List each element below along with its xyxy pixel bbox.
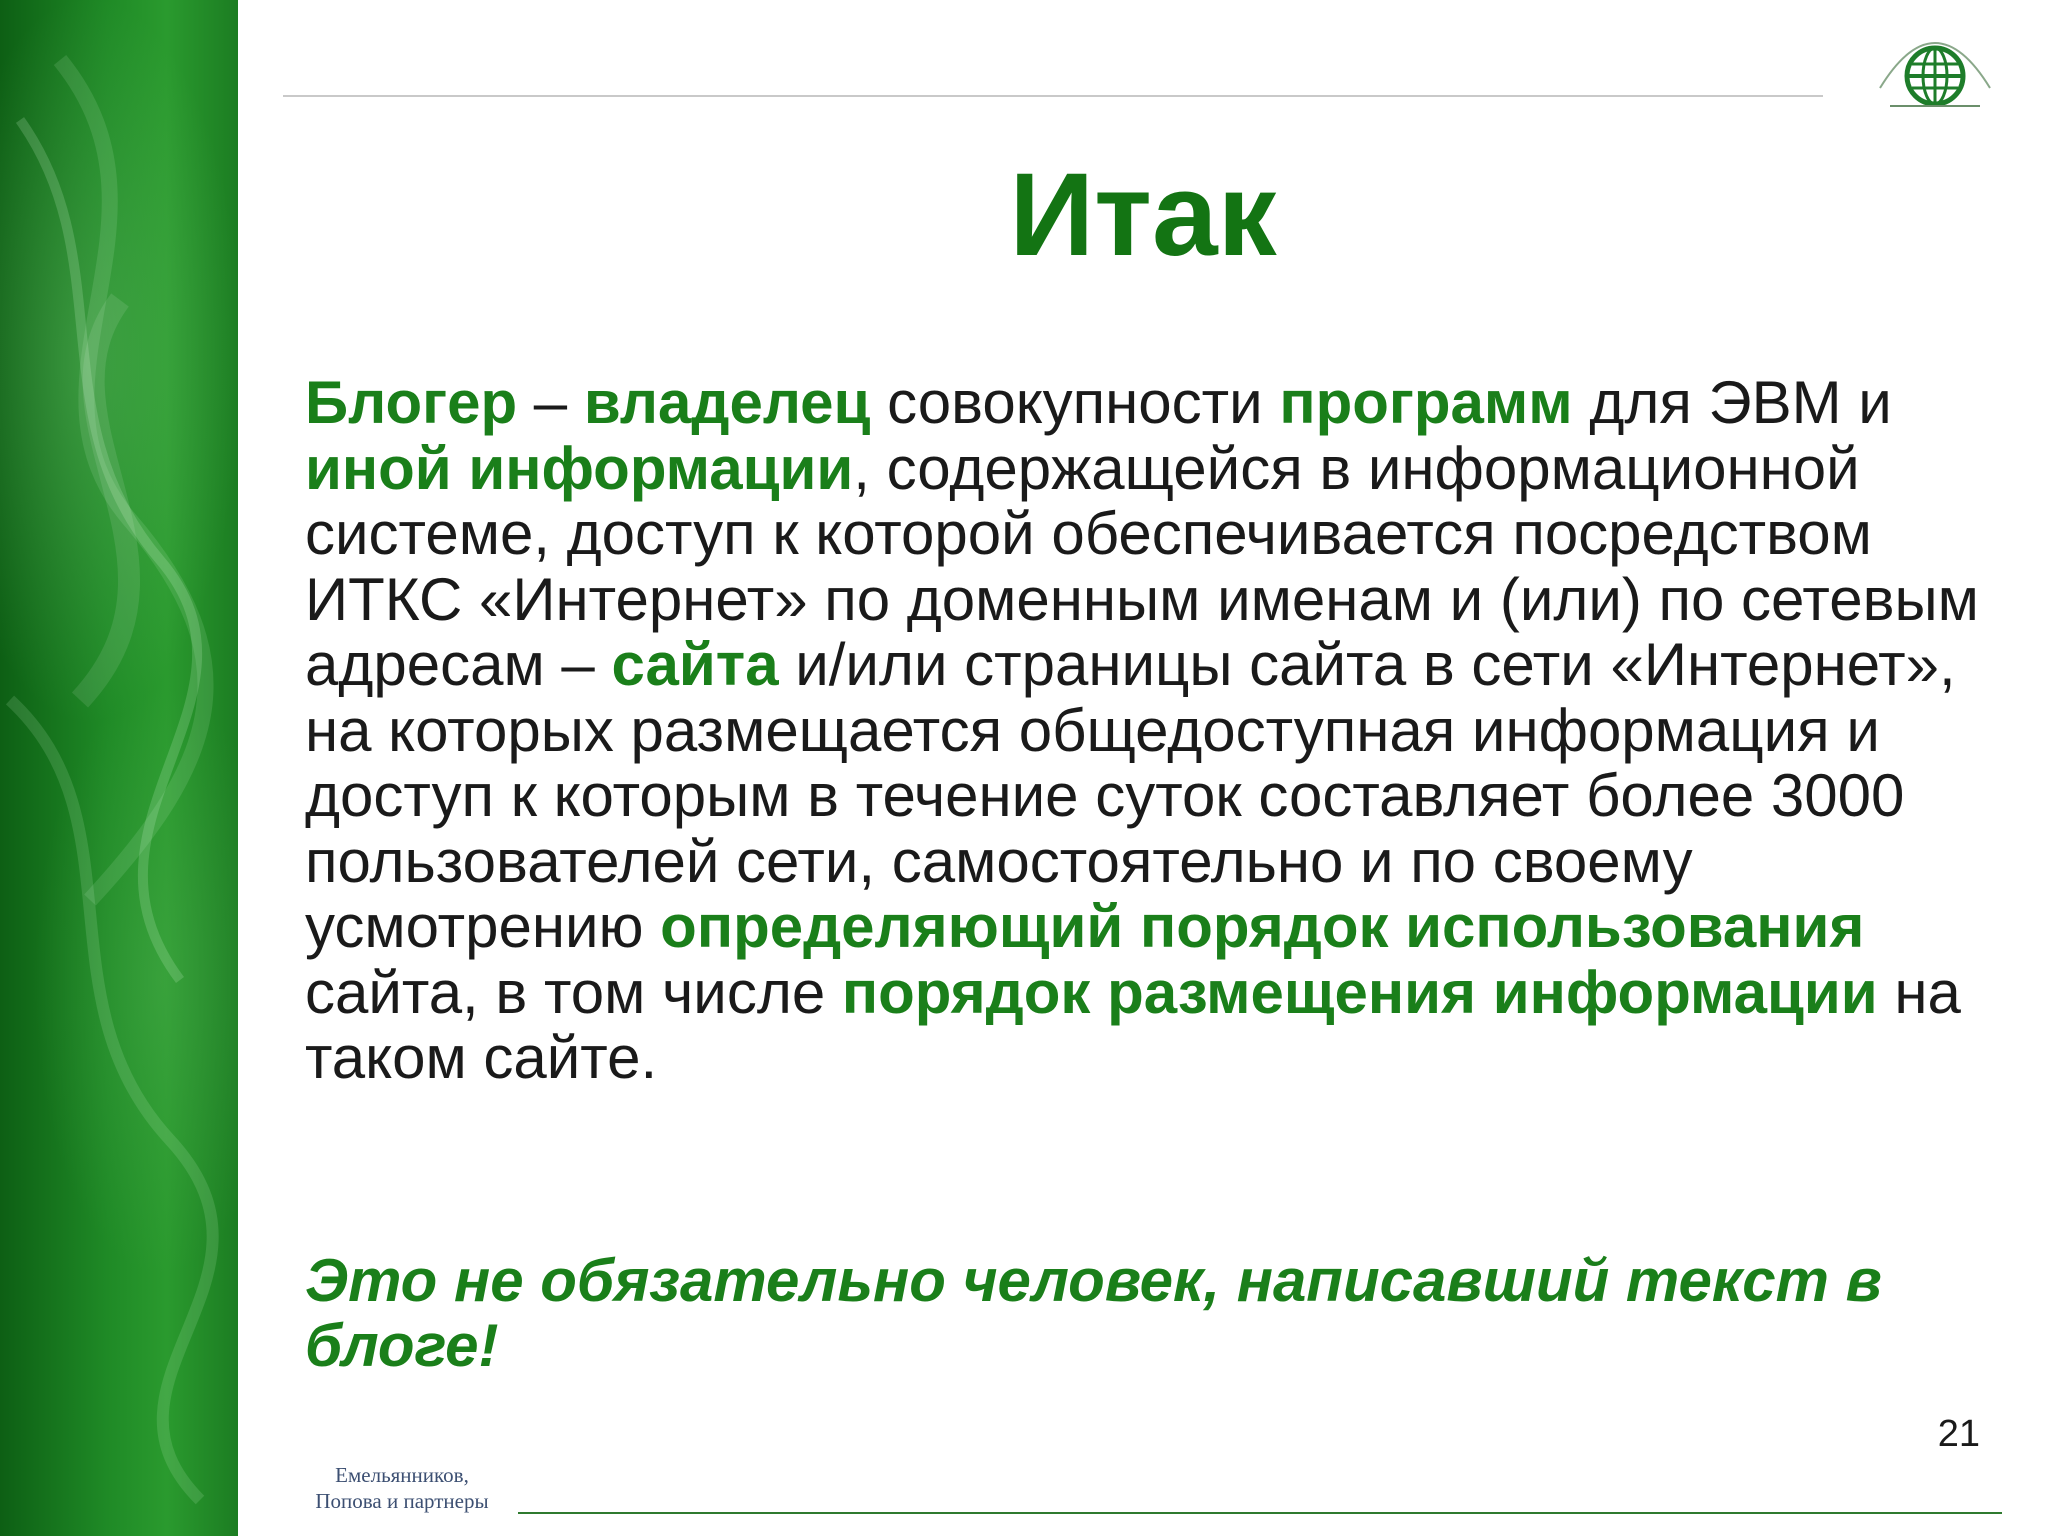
top-divider [283, 95, 1823, 97]
slide-title: Итак [1009, 149, 1277, 281]
page-number: 21 [1937, 1413, 1980, 1455]
smoke-pattern [0, 0, 238, 1536]
footer-brand [282, 1462, 522, 1514]
company-logo [1860, 18, 2010, 108]
body-text-segment: для ЭВМ и [1572, 369, 1892, 436]
highlighted-term: Блогер [305, 369, 518, 436]
footer-divider [518, 1512, 2002, 1514]
decorative-side-band [0, 0, 238, 1536]
highlighted-term: определяющий порядок использования [660, 893, 1865, 960]
body-text-segment: – [517, 369, 584, 436]
body-text-segment: , содержащейся в информационной системе, доступ к которой обеспечивается посредством ИТКС «Интернет» по доменным именам и (или) по сетевым адресам – [305, 434, 1979, 698]
highlighted-term: владелец [583, 369, 871, 436]
highlighted-term: сайта [611, 631, 779, 698]
footer-brand-line1: Емельянников, [335, 1463, 469, 1487]
body-text-segment: совокупности [870, 369, 1280, 436]
footer-brand-line2: Попова и партнеры [315, 1489, 489, 1513]
definition-paragraph [305, 370, 2025, 1091]
body-text-segment: сайта, в том числе [305, 958, 842, 1026]
highlighted-term: программ [1279, 369, 1573, 436]
globe-icon [1860, 18, 2010, 108]
body-text-segment: на таком сайте. [305, 958, 1961, 1091]
body-text-segment: и/или страницы сайта в сети «Интернет», на которых размещается общедоступная информация и доступ к которым в течение суток составляет более 3000 пользователей сети, самостоятельно и по своему усмотрению [305, 631, 1956, 960]
emphasis-note: Это не обязательно человек, написавший текст в блоге! [305, 1247, 1882, 1379]
highlighted-term: порядок размещения информации [841, 958, 1878, 1026]
highlighted-term: иной информации [305, 434, 854, 502]
